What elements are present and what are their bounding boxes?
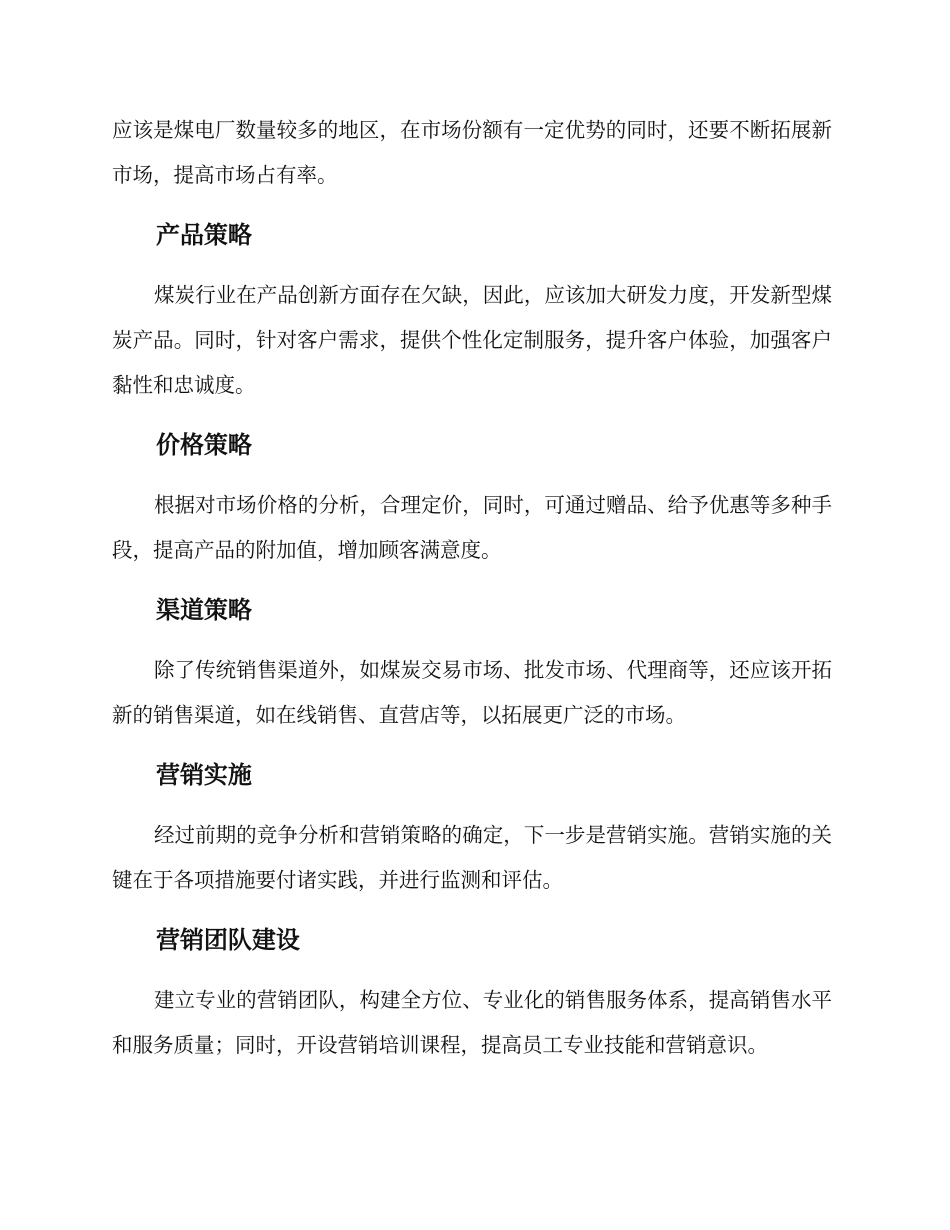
intro-paragraph: 应该是煤电厂数量较多的地区，在市场份额有一定优势的同时，还要不断拓展新市场，提高市场占有率。 (112, 118, 832, 187)
section-body-product-strategy: 煤炭行业在产品创新方面存在欠缺，因此，应该加大研发力度，开发新型煤炭产品。同时，针对客户需求，提供个性化定制服务，提升客户体验，加强客户黏性和忠诚度。 (112, 283, 832, 397)
section-heading-product-strategy: 产品策略 (156, 221, 252, 249)
section-heading-marketing-team: 营销团队建设 (156, 926, 300, 954)
document-page (112, 108, 832, 1068)
section-body-price-strategy: 根据对市场价格的分析，合理定价，同时，可通过赠品、给予优惠等多种手段，提高产品的附加值，增加顾客满意度。 (112, 493, 832, 562)
section-body-marketing-implementation: 经过前期的竞争分析和营销策略的确定，下一步是营销实施。营销实施的关键在于各项措施要付诸实践，并进行监测和评估。 (112, 823, 832, 892)
section-heading-price-strategy: 价格策略 (156, 431, 252, 459)
section-body-channel-strategy: 除了传统销售渠道外，如煤炭交易市场、批发市场、代理商等，还应该开拓新的销售渠道，如在线销售、直营店等，以拓展更广泛的市场。 (112, 658, 832, 727)
section-body-marketing-team: 建立专业的营销团队，构建全方位、专业化的销售服务体系，提高销售水平和服务质量；同时，开设营销培训课程，提高员工专业技能和营销意识。 (112, 988, 832, 1057)
section-heading-marketing-implementation: 营销实施 (156, 761, 252, 789)
section-heading-channel-strategy: 渠道策略 (156, 596, 252, 624)
